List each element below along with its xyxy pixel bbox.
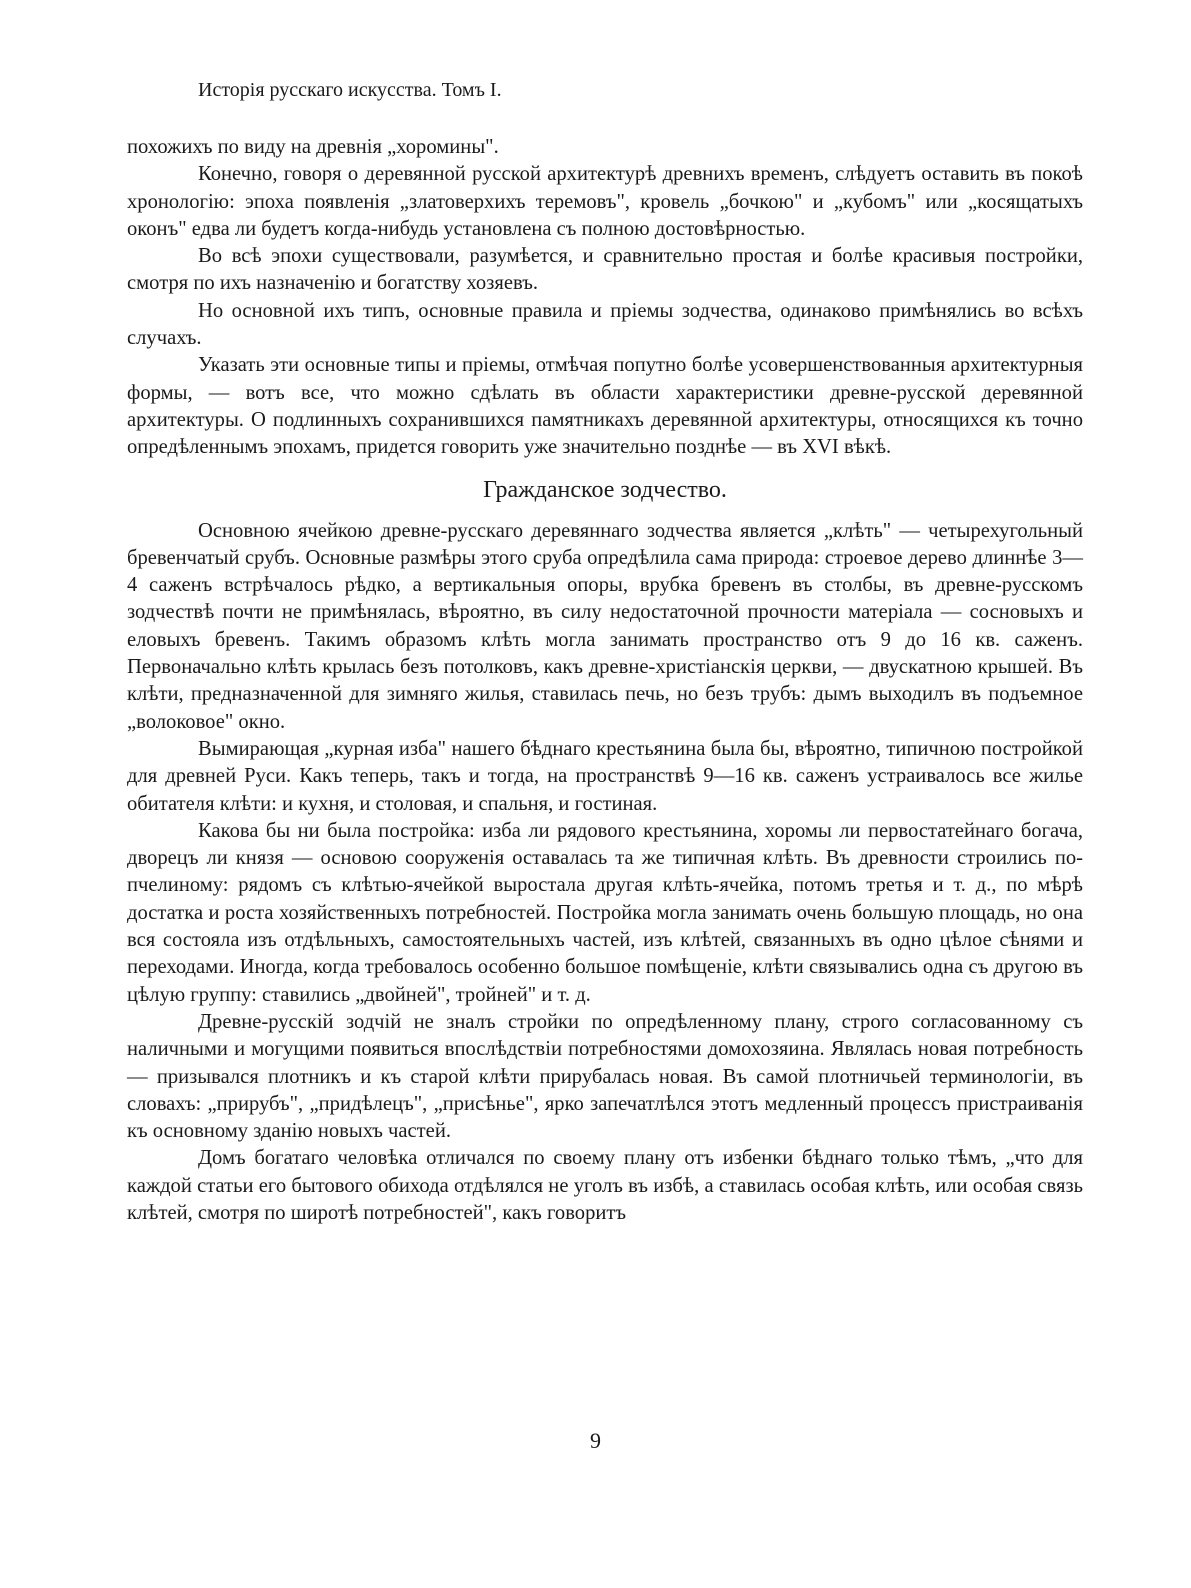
paragraph: похожихъ по виду на древнія „хоромины".: [127, 136, 499, 158]
paragraph: Указать эти основные типы и пріемы, отмѣчая попутно болѣе усовершенствованныя архитектурныя формы, — вотъ все, что можно сдѣлать въ области характеристики древне-русской деревянной архитектуры. О подлинныхъ сохранившихся памятникахъ деревянной архитектуры, относящихся къ точно опредѣленнымъ эпохамъ, придется говорить уже значительно позднѣе — въ XVI вѣкѣ.: [127, 354, 1083, 459]
page-body: [127, 134, 1083, 1227]
paragraph: Но основной ихъ типъ, основные правила и пріемы зодчества, одинаково примѣнялись во всѣхъ случахъ.: [127, 299, 1083, 350]
paragraph: Конечно, говоря о деревянной русской архитектурѣ древнихъ временъ, слѣдуетъ оставить въ покоѣ хронологію: эпоха появленія „златоверхихъ теремовъ", кровель „бочкою" и „кубомъ" или „косящатыхъ оконъ" едва ли будетъ когда-нибудь установлена съ полною достовѣрностью.: [127, 163, 1083, 240]
page-number: 9: [590, 1428, 601, 1453]
paragraph: Вымирающая „курная изба" нашего бѣднаго крестьянина была бы, вѣроятно, типичною постройкой для древней Руси. Какъ теперь, такъ и тогда, на пространствѣ 9—16 кв. саженъ устраивалось все жилье обитателя клѣти: и кухня, и столовая, и спальня, и гостиная.: [127, 737, 1083, 815]
paragraph: Какова бы ни была постройка: изба ли рядового крестьянина, хоромы ли первостатейнаго богача, дворецъ ли князя — основою сооруженія оставалась та же типичная клѣть. Въ древности строились по-пчелиному: рядомъ съ клѣтью-ячейкой выростала другая клѣть-ячейка, потомъ третья и т. д., по мѣрѣ достатка и роста хозяйственныхъ потребностей. Постройка могла занимать очень большую площадь, но она вся состояла изъ отдѣльныхъ, самостоятельныхъ частей, изъ клѣтей, связанныхъ въ одно цѣлое сѣнями и переходами. Иногда, когда требовалось особенно большое помѣщеніе, клѣти связывались одна съ другою въ цѣлую группу: ставились „двойней", тройней" и т. д.: [127, 819, 1083, 1006]
running-title: Исторія русскаго искусства. Томъ I.: [198, 79, 502, 101]
paragraph: Во всѣ эпохи существовали, разумѣется, и сравнительно простая и болѣе красивыя постройки, смотря по ихъ назначенію и богатству хозяевъ.: [127, 245, 1083, 295]
paragraph: Домъ богатаго человѣка отличался по своему плану отъ избенки бѣднаго только тѣмъ, „что для каждой статьи его бытового обихода отдѣлялся не уголъ въ избѣ, а ставилась особая клѣть, или особая связь клѣтей, смотря по широтѣ потребностей", какъ говоритъ: [127, 1147, 1083, 1224]
paragraph: Основною ячейкою древне-русскаго деревяннаго зодчества является „клѣть" — четырехугольный бревенчатый срубъ. Основные размѣры этого сруба опредѣлила сама природа: строевое дерево длиннѣе 3—4 саженъ встрѣчалось рѣдко, а вертикальныя опоры, врубка бревенъ въ столбы, въ древне-русскомъ зодчествѣ почти не примѣнялась, вѣроятно, въ силу недостаточной прочности матеріала — сосновыхъ и еловыхъ бревенъ. Такимъ образомъ клѣть могла занимать пространство отъ 9 до 16 кв. саженъ. Первоначально клѣть крылась безъ потолковъ, какъ древне-христіанскія церкви, — двускатною крышей. Въ клѣти, предназначенной для зимняго жилья, ставилась печь, но безъ трубъ: дымъ выходилъ въ подъемное „волоковое" окно.: [127, 519, 1083, 733]
paragraph: Древне-русскій зодчій не зналъ стройки по опредѣленному плану, строго согласованному съ наличными и могущими появиться впослѣдствіи потребностями домохозяина. Являлась новая потребность — призывался плотникъ и къ старой клѣти прирубалась новая. Въ самой плотничьей терминологіи, въ словахъ: „прирубъ", „придѣлецъ", „присѣнье", ярко запечатлѣлся этотъ медленный процессъ пристраиванія къ основному зданію новыхъ частей.: [127, 1010, 1083, 1143]
section-title: Гражданское зодчество.: [483, 476, 727, 503]
